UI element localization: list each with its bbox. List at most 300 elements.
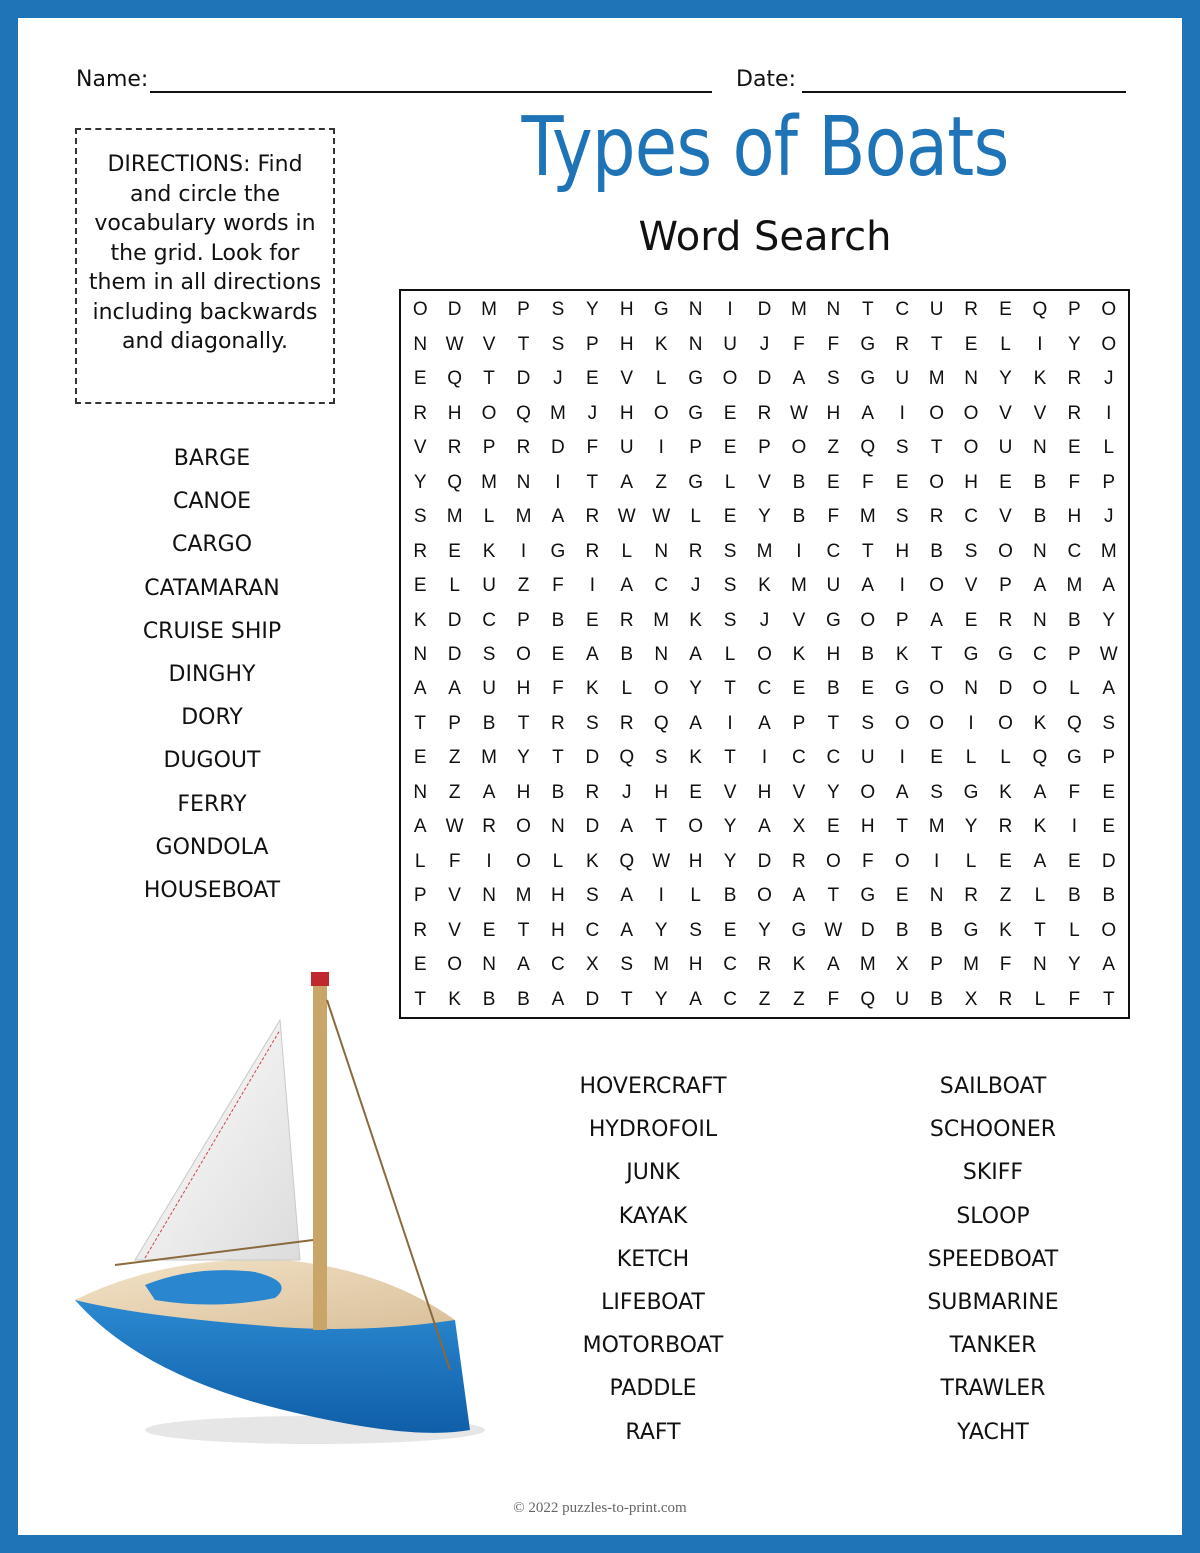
grid-letter[interactable]: G bbox=[998, 643, 1013, 665]
grid-letter[interactable]: P bbox=[517, 299, 530, 321]
grid-letter[interactable]: M bbox=[928, 816, 945, 838]
grid-letter[interactable]: R bbox=[585, 781, 600, 803]
grid-letter[interactable]: T bbox=[517, 712, 530, 734]
grid-letter[interactable]: Y bbox=[1102, 609, 1116, 631]
grid-letter[interactable]: E bbox=[827, 816, 840, 838]
grid-letter[interactable]: H bbox=[551, 919, 565, 941]
grid-letter[interactable]: B bbox=[1102, 885, 1116, 907]
grid-letter[interactable]: R bbox=[482, 816, 496, 838]
grid-letter[interactable]: I bbox=[899, 402, 905, 424]
grid-letter[interactable]: O bbox=[1032, 678, 1048, 700]
grid-letter[interactable]: W bbox=[824, 919, 843, 941]
grid-letter[interactable]: V bbox=[1033, 402, 1047, 424]
grid-letter[interactable]: B bbox=[1033, 506, 1047, 528]
grid-letter[interactable]: O bbox=[757, 885, 772, 907]
grid-letter[interactable]: G bbox=[791, 919, 807, 941]
grid-letter[interactable]: A bbox=[620, 885, 634, 907]
grid-letter[interactable]: M bbox=[481, 747, 497, 769]
grid-letter[interactable]: O bbox=[1101, 919, 1117, 941]
grid-letter[interactable]: C bbox=[1067, 540, 1082, 562]
grid-letter[interactable]: M bbox=[1066, 575, 1083, 597]
grid-letter[interactable]: N bbox=[929, 885, 944, 907]
grid-letter[interactable]: O bbox=[860, 781, 876, 803]
grid-letter[interactable]: E bbox=[586, 609, 599, 631]
grid-letter[interactable]: B bbox=[930, 540, 943, 562]
grid-letter[interactable]: L bbox=[621, 540, 633, 562]
grid-letter[interactable]: T bbox=[1102, 988, 1115, 1010]
grid-letter[interactable]: K bbox=[792, 954, 806, 976]
grid-letter[interactable]: Y bbox=[827, 781, 840, 803]
grid-letter[interactable]: C bbox=[723, 954, 737, 976]
grid-letter[interactable]: R bbox=[757, 954, 772, 976]
grid-letter[interactable]: X bbox=[895, 954, 909, 976]
grid-letter[interactable]: O bbox=[1101, 333, 1117, 355]
grid-letter[interactable]: D bbox=[551, 437, 565, 459]
grid-letter[interactable]: R bbox=[998, 816, 1013, 838]
grid-letter[interactable]: V bbox=[999, 402, 1012, 424]
grid-letter[interactable]: N bbox=[1033, 437, 1047, 459]
grid-letter[interactable]: F bbox=[999, 954, 1012, 976]
grid-letter[interactable]: F bbox=[793, 333, 805, 355]
grid-letter[interactable]: A bbox=[1033, 575, 1047, 597]
grid-letter[interactable]: N bbox=[1033, 609, 1047, 631]
grid-letter[interactable]: A bbox=[792, 885, 806, 907]
grid-letter[interactable]: H bbox=[826, 643, 841, 665]
grid-letter[interactable]: K bbox=[586, 678, 599, 700]
grid-letter[interactable]: I bbox=[589, 575, 595, 597]
grid-letter[interactable]: V bbox=[448, 885, 461, 907]
grid-letter[interactable]: E bbox=[482, 919, 496, 941]
grid-letter[interactable]: R bbox=[757, 402, 772, 424]
grid-letter[interactable]: T bbox=[724, 678, 736, 700]
grid-letter[interactable]: V bbox=[482, 333, 496, 355]
grid-letter[interactable]: Y bbox=[654, 988, 668, 1010]
grid-letter[interactable]: O bbox=[929, 575, 945, 597]
grid-letter[interactable]: F bbox=[1068, 471, 1081, 493]
grid-letter[interactable]: X bbox=[964, 988, 978, 1010]
grid-letter[interactable]: M bbox=[550, 402, 566, 424]
grid-letter[interactable]: T bbox=[861, 540, 874, 562]
grid-letter[interactable]: M bbox=[963, 954, 979, 976]
grid-letter[interactable]: M bbox=[928, 368, 945, 390]
grid-letter[interactable]: E bbox=[1068, 850, 1081, 872]
grid-letter[interactable]: F bbox=[586, 437, 599, 459]
grid-letter[interactable]: R bbox=[413, 402, 428, 424]
grid-letter[interactable]: N bbox=[551, 816, 565, 838]
grid-letter[interactable]: E bbox=[861, 678, 875, 700]
grid-letter[interactable]: K bbox=[413, 609, 427, 631]
grid-letter[interactable]: E bbox=[1102, 781, 1116, 803]
grid-letter[interactable]: S bbox=[551, 299, 565, 321]
grid-letter[interactable]: W bbox=[1099, 643, 1118, 665]
grid-letter[interactable]: K bbox=[1033, 816, 1047, 838]
grid-letter[interactable]: M bbox=[481, 299, 497, 321]
grid-letter[interactable]: E bbox=[723, 402, 737, 424]
grid-letter[interactable]: E bbox=[964, 333, 978, 355]
grid-letter[interactable]: T bbox=[655, 816, 667, 838]
grid-letter[interactable]: S bbox=[413, 506, 427, 528]
grid-letter[interactable]: L bbox=[965, 850, 977, 872]
grid-letter[interactable]: L bbox=[483, 506, 495, 528]
grid-letter[interactable]: T bbox=[827, 885, 840, 907]
grid-letter[interactable]: W bbox=[652, 506, 671, 528]
grid-letter[interactable]: Q bbox=[619, 850, 635, 872]
grid-letter[interactable]: D bbox=[516, 368, 531, 390]
grid-letter[interactable]: I bbox=[555, 471, 561, 493]
grid-letter[interactable]: G bbox=[963, 643, 979, 665]
grid-letter[interactable]: R bbox=[964, 885, 978, 907]
grid-letter[interactable]: A bbox=[1033, 781, 1047, 803]
grid-letter[interactable]: M bbox=[1100, 540, 1117, 562]
grid-letter[interactable]: O bbox=[998, 540, 1013, 562]
grid-letter[interactable]: D bbox=[585, 816, 600, 838]
grid-letter[interactable]: E bbox=[551, 643, 565, 665]
grid-letter[interactable]: O bbox=[516, 816, 531, 838]
grid-letter[interactable]: E bbox=[930, 747, 943, 769]
grid-letter[interactable]: K bbox=[448, 988, 461, 1010]
grid-letter[interactable]: I bbox=[727, 712, 733, 734]
grid-letter[interactable]: N bbox=[654, 643, 669, 665]
grid-letter[interactable]: C bbox=[895, 299, 910, 321]
grid-letter[interactable]: Q bbox=[653, 712, 669, 734]
grid-letter[interactable]: B bbox=[1068, 885, 1081, 907]
grid-letter[interactable]: D bbox=[447, 643, 462, 665]
grid-letter[interactable]: I bbox=[968, 712, 974, 734]
grid-letter[interactable]: E bbox=[1068, 437, 1081, 459]
grid-letter[interactable]: A bbox=[1102, 575, 1116, 597]
grid-letter[interactable]: K bbox=[586, 850, 599, 872]
grid-letter[interactable]: F bbox=[861, 471, 874, 493]
grid-letter[interactable]: A bbox=[689, 988, 702, 1010]
grid-letter[interactable]: W bbox=[789, 402, 808, 424]
grid-letter[interactable]: G bbox=[688, 402, 704, 424]
grid-letter[interactable]: O bbox=[447, 954, 463, 976]
grid-letter[interactable]: J bbox=[622, 781, 632, 803]
grid-letter[interactable]: A bbox=[517, 954, 530, 976]
grid-letter[interactable]: J bbox=[759, 609, 770, 631]
grid-letter[interactable]: I bbox=[761, 747, 768, 769]
grid-letter[interactable]: I bbox=[1106, 402, 1112, 424]
grid-letter[interactable]: J bbox=[1104, 506, 1114, 528]
grid-letter[interactable]: D bbox=[585, 747, 600, 769]
grid-letter[interactable]: A bbox=[1102, 678, 1116, 700]
grid-letter[interactable]: O bbox=[929, 402, 945, 424]
grid-letter[interactable]: H bbox=[688, 850, 703, 872]
grid-letter[interactable]: G bbox=[963, 919, 979, 941]
grid-letter[interactable]: B bbox=[482, 988, 496, 1010]
grid-letter[interactable]: I bbox=[933, 850, 940, 872]
grid-letter[interactable]: U bbox=[482, 678, 496, 700]
grid-letter[interactable]: S bbox=[586, 712, 599, 734]
grid-letter[interactable]: J bbox=[759, 333, 770, 355]
grid-letter[interactable]: O bbox=[825, 850, 841, 872]
grid-letter[interactable]: K bbox=[999, 781, 1012, 803]
grid-letter[interactable]: G bbox=[653, 299, 669, 321]
grid-letter[interactable]: T bbox=[827, 712, 840, 734]
grid-letter[interactable]: R bbox=[413, 919, 428, 941]
grid-letter[interactable]: F bbox=[448, 850, 461, 872]
grid-letter[interactable]: U bbox=[998, 437, 1013, 459]
grid-letter[interactable]: P bbox=[517, 609, 530, 631]
grid-letter[interactable]: M bbox=[653, 954, 670, 976]
grid-letter[interactable]: M bbox=[791, 575, 807, 597]
grid-letter[interactable]: H bbox=[551, 885, 565, 907]
grid-letter[interactable]: O bbox=[963, 437, 979, 459]
grid-letter[interactable]: D bbox=[757, 850, 772, 872]
grid-letter[interactable]: O bbox=[653, 678, 669, 700]
grid-letter[interactable]: Y bbox=[689, 678, 702, 700]
grid-letter[interactable]: T bbox=[1034, 919, 1046, 941]
grid-letter[interactable]: S bbox=[723, 540, 737, 562]
grid-letter[interactable]: B bbox=[1068, 609, 1081, 631]
grid-letter[interactable]: A bbox=[689, 643, 702, 665]
grid-letter[interactable]: C bbox=[964, 506, 978, 528]
grid-letter[interactable]: H bbox=[619, 299, 634, 321]
grid-letter[interactable]: N bbox=[413, 643, 428, 665]
grid-letter[interactable]: R bbox=[929, 506, 944, 528]
grid-letter[interactable]: A bbox=[930, 609, 943, 631]
grid-letter[interactable]: B bbox=[482, 712, 496, 734]
grid-letter[interactable]: C bbox=[654, 575, 669, 597]
grid-letter[interactable]: O bbox=[929, 471, 945, 493]
grid-letter[interactable]: B bbox=[930, 919, 943, 941]
grid-letter[interactable]: B bbox=[861, 643, 875, 665]
grid-letter[interactable]: B bbox=[827, 678, 840, 700]
grid-letter[interactable]: F bbox=[552, 678, 564, 700]
grid-letter[interactable]: G bbox=[688, 368, 704, 390]
grid-letter[interactable]: H bbox=[516, 781, 531, 803]
grid-letter[interactable]: H bbox=[619, 402, 634, 424]
grid-letter[interactable]: L bbox=[1000, 747, 1011, 769]
grid-letter[interactable]: U bbox=[860, 747, 875, 769]
grid-letter[interactable]: I bbox=[899, 575, 905, 597]
grid-letter[interactable]: Z bbox=[655, 471, 667, 493]
grid-letter[interactable]: C bbox=[757, 678, 772, 700]
grid-letter[interactable]: H bbox=[964, 471, 978, 493]
grid-letter[interactable]: N bbox=[826, 299, 841, 321]
grid-letter[interactable]: R bbox=[585, 506, 600, 528]
grid-letter[interactable]: L bbox=[621, 678, 633, 700]
grid-letter[interactable]: E bbox=[999, 850, 1012, 872]
grid-letter[interactable]: S bbox=[620, 954, 634, 976]
grid-letter[interactable]: Q bbox=[447, 471, 463, 493]
grid-letter[interactable]: E bbox=[895, 885, 909, 907]
grid-letter[interactable]: T bbox=[861, 299, 874, 321]
grid-letter[interactable]: O bbox=[929, 678, 945, 700]
grid-letter[interactable]: K bbox=[792, 643, 806, 665]
grid-letter[interactable]: W bbox=[652, 850, 671, 872]
grid-letter[interactable]: H bbox=[447, 402, 462, 424]
grid-letter[interactable]: V bbox=[413, 437, 427, 459]
grid-letter[interactable]: C bbox=[792, 747, 806, 769]
grid-letter[interactable]: Q bbox=[1066, 712, 1082, 734]
grid-letter[interactable]: M bbox=[859, 506, 876, 528]
grid-letter[interactable]: E bbox=[413, 575, 427, 597]
grid-letter[interactable]: C bbox=[1033, 643, 1047, 665]
grid-letter[interactable]: A bbox=[551, 506, 565, 528]
grid-letter[interactable]: V bbox=[758, 471, 771, 493]
grid-letter[interactable]: G bbox=[1066, 747, 1082, 769]
grid-letter[interactable]: R bbox=[619, 609, 634, 631]
grid-letter[interactable]: O bbox=[412, 299, 428, 321]
grid-letter[interactable]: G bbox=[825, 609, 841, 631]
grid-letter[interactable]: Z bbox=[448, 781, 461, 803]
grid-letter[interactable]: R bbox=[688, 540, 703, 562]
grid-letter[interactable]: K bbox=[895, 643, 909, 665]
grid-letter[interactable]: V bbox=[620, 368, 634, 390]
grid-letter[interactable]: A bbox=[861, 575, 875, 597]
grid-letter[interactable]: D bbox=[585, 988, 600, 1010]
grid-letter[interactable]: F bbox=[1068, 781, 1081, 803]
grid-letter[interactable]: U bbox=[619, 437, 634, 459]
grid-letter[interactable]: L bbox=[1034, 885, 1046, 907]
grid-letter[interactable]: Q bbox=[860, 988, 876, 1010]
grid-letter[interactable]: A bbox=[620, 919, 634, 941]
grid-letter[interactable]: R bbox=[998, 988, 1013, 1010]
grid-letter[interactable]: D bbox=[998, 678, 1013, 700]
grid-letter[interactable]: E bbox=[964, 609, 978, 631]
grid-letter[interactable]: H bbox=[619, 333, 634, 355]
grid-letter[interactable]: Y bbox=[517, 747, 530, 769]
grid-letter[interactable]: B bbox=[551, 609, 565, 631]
grid-letter[interactable]: S bbox=[827, 368, 840, 390]
grid-letter[interactable]: L bbox=[449, 575, 460, 597]
grid-letter[interactable]: P bbox=[792, 712, 806, 734]
grid-letter[interactable]: O bbox=[1101, 299, 1117, 321]
grid-letter[interactable]: L bbox=[655, 368, 667, 390]
grid-letter[interactable]: P bbox=[586, 333, 599, 355]
grid-letter[interactable]: R bbox=[447, 437, 462, 459]
grid-letter[interactable]: T bbox=[517, 333, 530, 355]
grid-letter[interactable]: T bbox=[414, 988, 427, 1010]
grid-letter[interactable]: N bbox=[413, 781, 428, 803]
grid-letter[interactable]: G bbox=[860, 885, 876, 907]
grid-letter[interactable]: B bbox=[723, 885, 737, 907]
grid-letter[interactable]: Z bbox=[793, 988, 805, 1010]
grid-letter[interactable]: N bbox=[516, 471, 531, 493]
grid-letter[interactable]: U bbox=[482, 575, 496, 597]
grid-letter[interactable]: Y bbox=[758, 919, 771, 941]
grid-letter[interactable]: P bbox=[758, 437, 771, 459]
grid-letter[interactable]: F bbox=[861, 850, 874, 872]
grid-letter[interactable]: N bbox=[964, 678, 978, 700]
grid-letter[interactable]: L bbox=[724, 471, 736, 493]
grid-letter[interactable]: S bbox=[654, 747, 668, 769]
grid-letter[interactable]: D bbox=[1101, 850, 1116, 872]
grid-letter[interactable]: T bbox=[620, 988, 633, 1010]
grid-letter[interactable]: F bbox=[827, 988, 840, 1010]
grid-letter[interactable]: Z bbox=[758, 988, 771, 1010]
grid-letter[interactable]: X bbox=[792, 816, 806, 838]
grid-letter[interactable]: E bbox=[413, 747, 427, 769]
grid-letter[interactable]: D bbox=[860, 919, 875, 941]
grid-letter[interactable]: Y bbox=[964, 816, 978, 838]
grid-letter[interactable]: S bbox=[586, 885, 599, 907]
grid-letter[interactable]: E bbox=[689, 781, 702, 803]
grid-letter[interactable]: E bbox=[723, 919, 737, 941]
grid-letter[interactable]: E bbox=[413, 954, 427, 976]
grid-letter[interactable]: S bbox=[895, 506, 909, 528]
grid-letter[interactable]: S bbox=[723, 609, 737, 631]
grid-letter[interactable]: I bbox=[1071, 816, 1077, 838]
grid-letter[interactable]: P bbox=[1102, 471, 1116, 493]
grid-letter[interactable]: I bbox=[520, 540, 527, 562]
grid-letter[interactable]: Y bbox=[723, 850, 737, 872]
grid-letter[interactable]: Y bbox=[654, 919, 668, 941]
grid-letter[interactable]: U bbox=[826, 575, 841, 597]
grid-letter[interactable]: N bbox=[413, 333, 428, 355]
grid-letter[interactable]: I bbox=[658, 437, 664, 459]
grid-letter[interactable]: G bbox=[860, 368, 876, 390]
grid-letter[interactable]: S bbox=[930, 781, 943, 803]
grid-letter[interactable]: F bbox=[827, 333, 840, 355]
grid-letter[interactable]: K bbox=[1033, 712, 1047, 734]
grid-letter[interactable]: F bbox=[827, 506, 840, 528]
grid-letter[interactable]: Q bbox=[1032, 299, 1048, 321]
grid-letter[interactable]: P bbox=[482, 437, 496, 459]
grid-letter[interactable]: U bbox=[895, 988, 910, 1010]
grid-letter[interactable]: P bbox=[689, 437, 702, 459]
grid-letter[interactable]: E bbox=[1102, 816, 1116, 838]
grid-letter[interactable]: R bbox=[619, 712, 634, 734]
grid-letter[interactable]: N bbox=[1033, 954, 1047, 976]
grid-letter[interactable]: Z bbox=[827, 437, 840, 459]
grid-letter[interactable]: M bbox=[515, 885, 532, 907]
grid-letter[interactable]: E bbox=[827, 471, 840, 493]
grid-letter[interactable]: A bbox=[586, 643, 599, 665]
grid-letter[interactable]: M bbox=[446, 506, 463, 528]
grid-letter[interactable]: Y bbox=[586, 299, 599, 321]
grid-letter[interactable]: C bbox=[482, 609, 496, 631]
grid-letter[interactable]: Q bbox=[1032, 747, 1048, 769]
grid-letter[interactable]: K bbox=[654, 333, 668, 355]
grid-letter[interactable]: G bbox=[688, 471, 704, 493]
grid-letter[interactable]: J bbox=[690, 575, 701, 597]
grid-letter[interactable]: G bbox=[550, 540, 566, 562]
grid-letter[interactable]: M bbox=[791, 299, 807, 321]
grid-letter[interactable]: W bbox=[617, 506, 636, 528]
grid-letter[interactable]: A bbox=[620, 816, 634, 838]
grid-letter[interactable]: M bbox=[756, 540, 773, 562]
grid-letter[interactable]: P bbox=[1068, 299, 1081, 321]
grid-letter[interactable]: E bbox=[586, 368, 599, 390]
grid-letter[interactable]: E bbox=[448, 540, 461, 562]
grid-letter[interactable]: R bbox=[792, 850, 806, 872]
grid-letter[interactable]: B bbox=[792, 471, 806, 493]
grid-letter[interactable]: U bbox=[895, 368, 910, 390]
grid-letter[interactable]: K bbox=[999, 919, 1012, 941]
grid-letter[interactable]: S bbox=[964, 540, 978, 562]
grid-letter[interactable]: S bbox=[482, 643, 496, 665]
grid-letter[interactable]: Z bbox=[448, 747, 461, 769]
grid-letter[interactable]: A bbox=[551, 988, 565, 1010]
grid-letter[interactable]: T bbox=[896, 816, 908, 838]
grid-letter[interactable]: P bbox=[1102, 747, 1116, 769]
grid-letter[interactable]: I bbox=[899, 747, 905, 769]
grid-letter[interactable]: C bbox=[585, 919, 600, 941]
grid-letter[interactable]: E bbox=[413, 368, 427, 390]
grid-letter[interactable]: G bbox=[894, 678, 910, 700]
grid-letter[interactable]: O bbox=[791, 437, 807, 459]
grid-letter[interactable]: Z bbox=[517, 575, 530, 597]
grid-letter[interactable]: T bbox=[517, 919, 530, 941]
grid-letter[interactable]: R bbox=[1067, 402, 1082, 424]
grid-letter[interactable]: W bbox=[445, 816, 464, 838]
grid-letter[interactable]: L bbox=[690, 885, 701, 907]
grid-letter[interactable]: A bbox=[1102, 954, 1116, 976]
grid-letter[interactable]: B bbox=[620, 643, 634, 665]
grid-letter[interactable]: C bbox=[551, 954, 565, 976]
